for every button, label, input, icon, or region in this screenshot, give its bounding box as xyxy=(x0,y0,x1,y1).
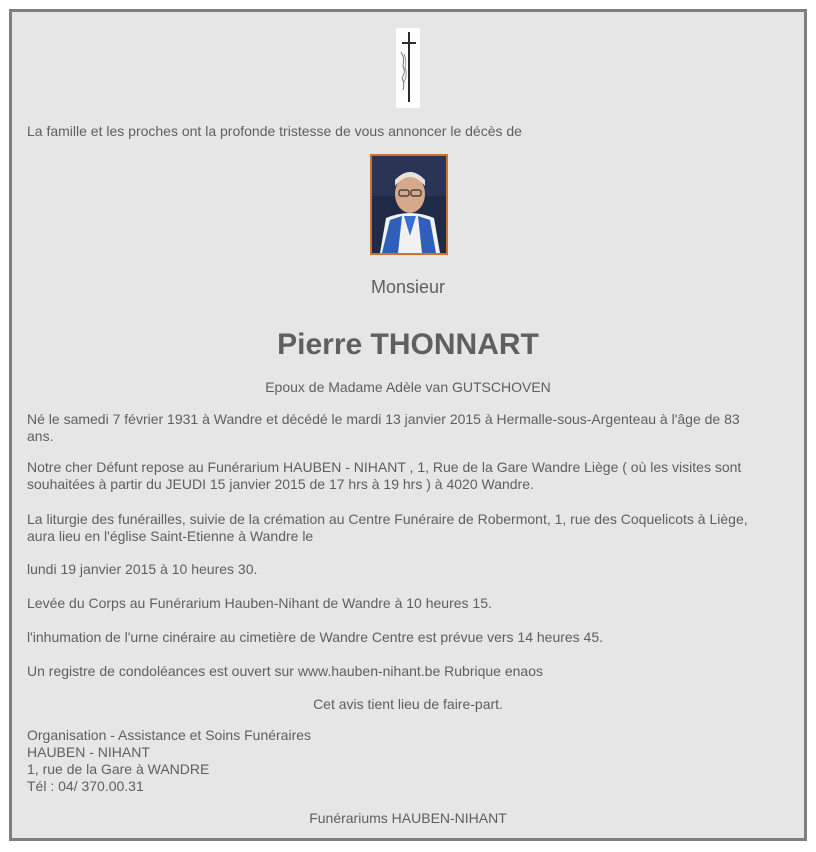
repose-line-1: Notre cher Défunt repose au Funérarium HAUBEN - NIHANT , 1, Rue de la Gare Wandre Liège ( où les visites sont xyxy=(27,459,742,475)
organisation-line-1: Organisation - Assistance et Soins Funéraires xyxy=(27,727,312,743)
levee-line: Levée du Corps au Funérarium Hauben-Nihant de Wandre à 10 heures 15. xyxy=(27,595,492,611)
birth-death-line-1: Né le samedi 7 février 1931 à Wandre et décédé le mardi 13 janvier 2015 à Hermalle-sous-Argenteau à l'âge de 83 xyxy=(27,411,740,427)
organisation-line-2: HAUBEN - NIHANT xyxy=(27,744,150,760)
salutation: Monsieur xyxy=(370,277,446,297)
inhumation-line: l'inhumation de l'urne cinéraire au cimetière de Wandre Centre est prévue vers 14 heures 45. xyxy=(27,629,604,645)
intro-text: La famille et les proches ont la profonde tristesse de vous annoncer le décès de xyxy=(27,123,522,139)
notice-line: Cet avis tient lieu de faire-part. xyxy=(313,696,503,712)
register-line: Un registre de condoléances est ouvert sur www.hauben-nihant.be Rubrique enaos xyxy=(27,663,543,679)
deceased-name: Pierre THONNART xyxy=(277,328,539,361)
birth-death-line-2: ans. xyxy=(27,428,54,444)
portrait-photo xyxy=(370,154,448,255)
ceremony-date: lundi 19 janvier 2015 à 10 heures 30. xyxy=(27,561,258,577)
organisation-address: 1, rue de la Gare à WANDRE xyxy=(27,761,210,777)
footer-signature: Funérariums HAUBEN-NIHANT xyxy=(309,810,507,826)
repose-line-2: souhaitées à partir du JEUDI 15 janvier 2015 de 17 hrs à 19 hrs ) à 4020 Wandre. xyxy=(27,476,534,492)
cross-icon xyxy=(396,28,420,108)
liturgy-line-2: aura lieu en l'église Saint-Etienne à Wandre le xyxy=(27,528,314,544)
spouse-line: Epoux de Madame Adèle van GUTSCHOVEN xyxy=(265,379,551,395)
liturgy-line-1: La liturgie des funérailles, suivie de la crémation au Centre Funéraire de Robermont, 1, rue des Coquelicots à Liège, xyxy=(27,511,748,527)
obituary-card xyxy=(9,9,807,841)
organisation-phone: Tél : 04/ 370.00.31 xyxy=(27,778,144,794)
